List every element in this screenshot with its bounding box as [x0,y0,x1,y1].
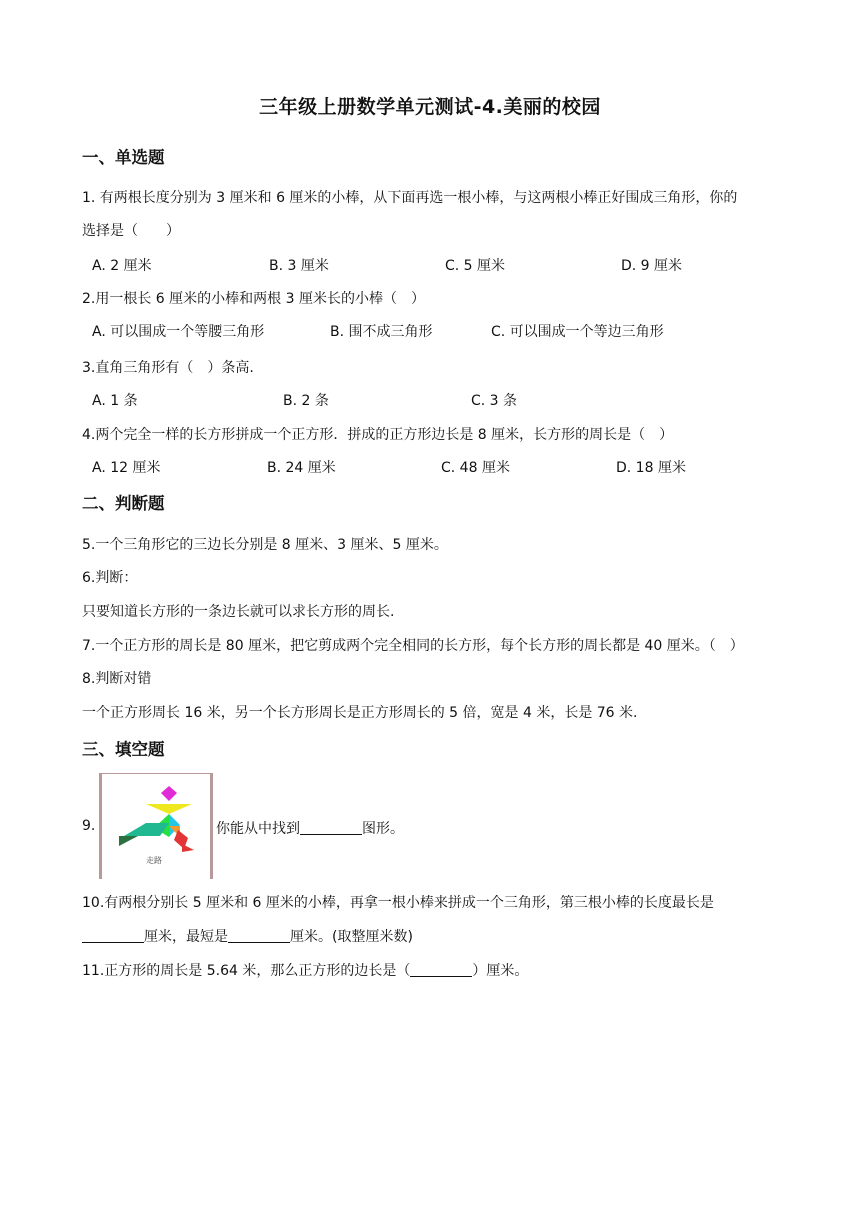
question-10-line-2 [82,926,413,946]
question-4-option-b[interactable]: B. 24 厘米 [267,460,336,476]
question-11-blank[interactable] [410,962,472,977]
question-1-option-b[interactable]: B. 3 厘米 [269,258,329,274]
question-11-text-before: 11.正方形的周长是 5.64 米，那么正方形的边长是（ [82,963,411,979]
question-3-line-1: 3.直角三角形有（ ）条高. [82,360,254,376]
question-1-line-1: 1. 有两根长度分别为 3 厘米和 6 厘米的小棒，从下面再选一根小棒，与这两根小棒正好围成三角形，你的 [82,190,738,206]
question-9-text [216,818,404,838]
tangram-leg-parallelogram [124,823,169,836]
question-10-text-b: 厘米。(取整厘米数) [290,929,413,945]
section-heading-fill-in: 三、填空题 [82,740,165,759]
question-2-option-a[interactable]: A. 可以围成一个等腰三角形 [92,324,265,340]
tangram-foot-triangle [119,836,138,846]
question-7-line-1: 7.一个正方形的周长是 80 厘米，把它剪成两个完全相同的长方形，每个长方形的周长都是 40 厘米。（ ） [82,638,744,654]
question-8-line-1: 8.判断对错 [82,671,152,687]
question-10-line-1: 10.有两根分别长 5 厘米和 6 厘米的小棒，再拿一根小棒来拼成一个三角形，第三根小棒的长度最长是 [82,895,714,911]
question-10-blank-shortest[interactable] [228,928,290,943]
question-9-text-before: 你能从中找到 [216,821,300,837]
section-heading-true-false: 二、判断题 [82,494,165,513]
question-5-line-1: 5.一个三角形它的三边长分别是 8 厘米、3 厘米、5 厘米。 [82,537,448,553]
question-2-option-c[interactable]: C. 可以围成一个等边三角形 [491,324,664,340]
question-3-option-c[interactable]: C. 3 条 [471,393,518,409]
question-4-option-d[interactable]: D. 18 厘米 [616,460,686,476]
section-heading-single-choice: 一、单选题 [82,148,165,167]
question-10-text-a: 厘米，最短是 [144,929,228,945]
question-1-option-c[interactable]: C. 5 厘米 [445,258,506,274]
tangram-head-square [161,786,177,801]
question-2-option-b[interactable]: B. 围不成三角形 [330,324,433,340]
tangram-figure [99,773,213,879]
tangram-caption: 走路 [146,856,162,865]
question-11-text-after: ）厘米。 [472,963,529,979]
question-1-line-2: 选择是（ ） [82,223,180,239]
question-9-text-after: 图形。 [362,821,404,837]
page-title: 三年级上册数学单元测试-4.美丽的校园 [259,96,601,118]
question-3-option-a[interactable]: A. 1 条 [92,393,138,409]
question-9-number: 9. [82,818,96,834]
question-1-option-a[interactable]: A. 2 厘米 [92,258,152,274]
question-11-line-1 [82,960,528,980]
tangram-arms-triangle [146,804,192,814]
question-6-line-1: 6.判断： [82,570,138,586]
question-1-option-d[interactable]: D. 9 厘米 [621,258,683,274]
question-9-blank[interactable] [300,820,362,835]
question-4-option-a[interactable]: A. 12 厘米 [92,460,161,476]
tangram-foot-piece [182,844,194,852]
question-6-line-2: 只要知道长方形的一条边长就可以求长方形的周长. [82,604,395,620]
question-4-line-1: 4.两个完全一样的长方形拼成一个正方形．拼成的正方形边长是 8 厘米，长方形的周长是（ ） [82,427,674,443]
question-4-option-c[interactable]: C. 48 厘米 [441,460,510,476]
question-2-line-1: 2.用一根长 6 厘米的小棒和两根 3 厘米长的小棒（ ） [82,291,425,307]
question-10-blank-longest[interactable] [82,928,144,943]
question-8-line-2: 一个正方形周长 16 米，另一个长方形周长是正方形周长的 5 倍，宽是 4 米，长是 76 米. [82,705,638,721]
question-3-option-b[interactable]: B. 2 条 [283,393,329,409]
